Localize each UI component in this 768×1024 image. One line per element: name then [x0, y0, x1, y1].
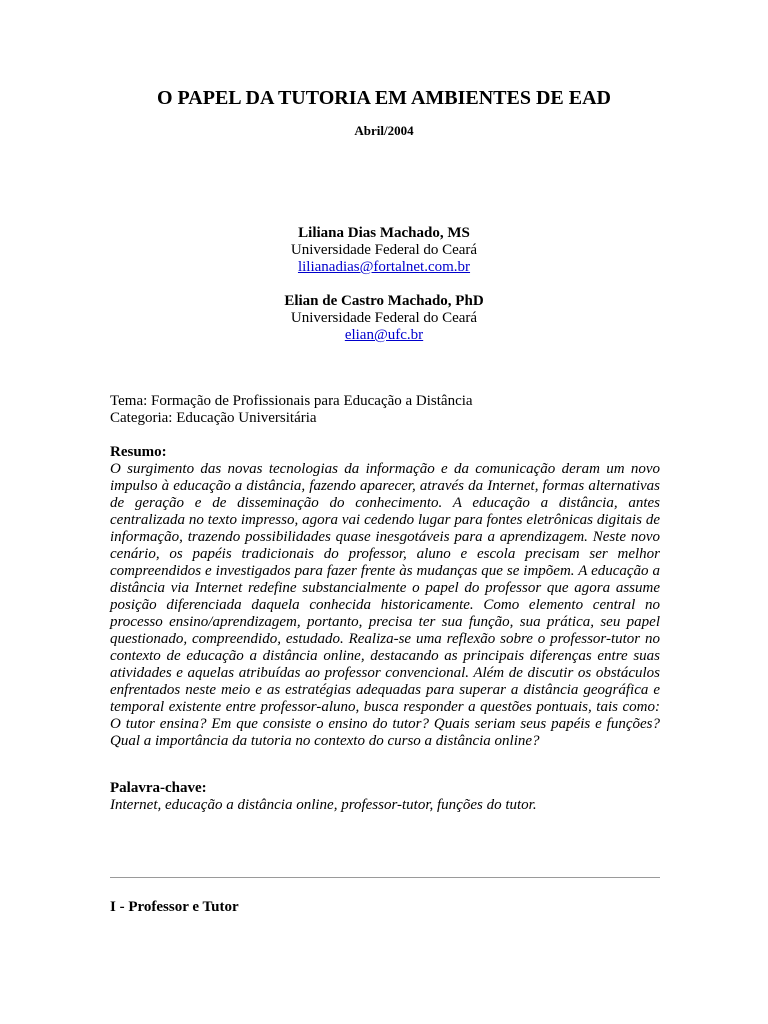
keywords-text: Internet, educação a distância online, professor-tutor, funções do tutor. [110, 797, 537, 813]
author-email-link[interactable]: elian@ufc.br [344, 327, 424, 343]
abstract-section [110, 444, 660, 750]
horizontal-divider [110, 877, 660, 878]
author-affiliation: Universidade Federal do Ceará [290, 310, 478, 326]
author-affiliation: Universidade Federal do Ceará [290, 242, 478, 258]
abstract-heading: Resumo: [110, 444, 167, 460]
author-name: Liliana Dias Machado, MS [298, 225, 470, 241]
keywords-heading: Palavra-chave: [110, 780, 207, 796]
author-block-1 [0, 225, 768, 276]
categoria-line: Categoria: Educação Universitária [110, 410, 317, 426]
keywords-section [110, 780, 660, 814]
document-title: O PAPEL DA TUTORIA EM AMBIENTES DE EAD [157, 87, 611, 109]
abstract-text: O surgimento das novas tecnologias da informação e da comunicação deram um novo impulso à educação a distância, fazendo aparecer, através da Internet, formas alternativas de geração e de disseminação do conhecimento. A educação a distância, antes centralizada no texto impresso, agora vai cedendo lugar para fontes eletrônicas digitais de informação, trazendo possibilidades quase inesgotáveis para a aprendizagem. Neste novo cenário, os papéis tradicionais do professor, aluno e escola precisam ser melhor compreendidos e investigados para fazer frente às mudanças que se impõem. A educação a distância via Internet redefine substancialmente o papel do professor que agora assume posição diferenciada daquela conhecida historicamente. Como elemento central no processo ensino/aprendizagem, portanto, precisa ter sua função, sua prática, seu papel questionado, compreendido, estudado. Realiza-se uma reflexão sobre o professor-tutor no contexto de educação a distância online, destacando as principais diferenças entre suas atividades e aquelas atribuídas ao professor convencional. Além de discutir os obstáculos enfrentados neste meio e as estratégias adequadas para superar a distância geográfica e temporal existente entre professor-aluno, busca responder a questões pontuais, tais como: O tutor ensina? Em que consiste o ensino do tutor? Quais seriam seus papéis e funções? Qual a importância da tutoria no contexto do curso a distância online? [110, 461, 660, 749]
document-date: Abril/2004 [354, 123, 414, 138]
metadata-block [110, 393, 660, 427]
author-email-link[interactable]: lilianadias@fortalnet.com.br [297, 259, 471, 275]
author-block-2 [0, 293, 768, 344]
section-heading: I - Professor e Tutor [110, 899, 239, 915]
author-name: Elian de Castro Machado, PhD [284, 293, 484, 309]
tema-line: Tema: Formação de Profissionais para Educação a Distância [110, 393, 473, 409]
